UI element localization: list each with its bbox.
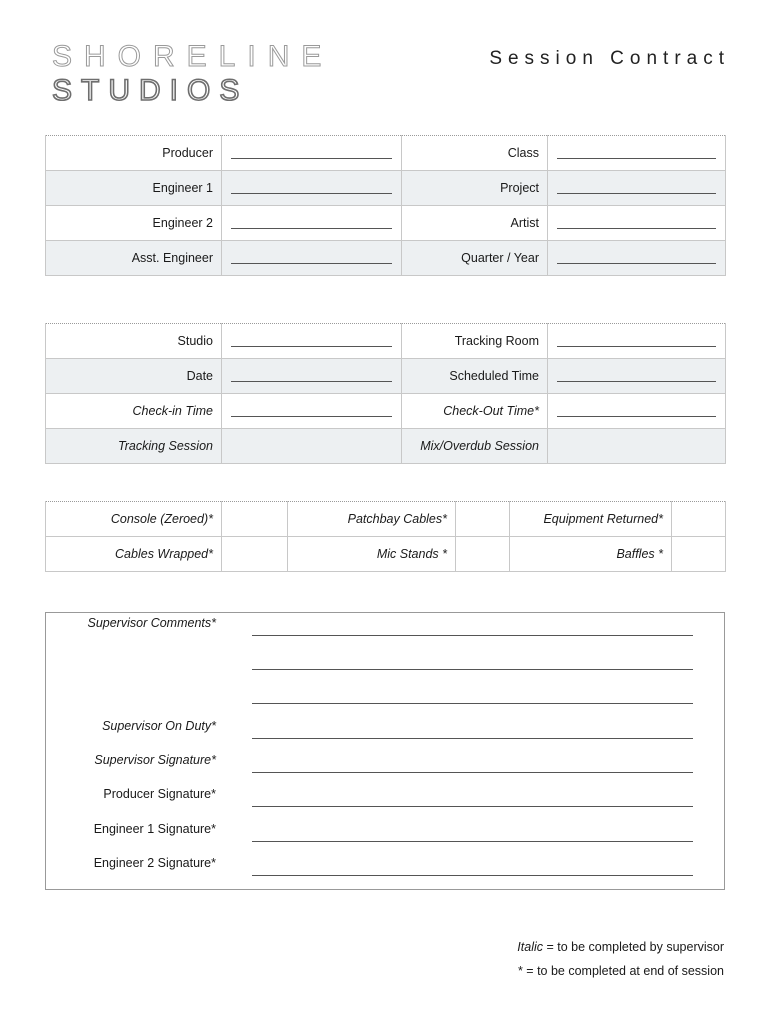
scheduled-time-field[interactable]	[548, 359, 726, 394]
cables-wrapped-label: Cables Wrapped*	[46, 537, 222, 572]
signoff-row	[46, 822, 724, 842]
signoff-row	[46, 753, 724, 773]
form-row	[46, 241, 726, 276]
engineer-2-signature-line[interactable]	[252, 875, 693, 876]
legend-asterisk-note: * = to be completed at end of session	[517, 964, 724, 978]
supervisor-signature-line[interactable]	[252, 772, 693, 773]
project-label: Project	[402, 171, 548, 206]
baffles-label: Baffles *	[510, 537, 672, 572]
producer-signature-line[interactable]	[252, 806, 693, 807]
logo-line-1: SHORELINE	[52, 40, 334, 73]
supervisor-comments-label: Supervisor Comments*	[87, 616, 216, 630]
check-out-time-label: Check-Out Time*	[402, 394, 548, 429]
form-row	[46, 537, 726, 572]
engineer-1-label: Engineer 1	[46, 171, 222, 206]
engineer-2-label: Engineer 2	[46, 206, 222, 241]
supervisor-comments-line-1[interactable]	[252, 635, 693, 636]
personnel-table	[45, 135, 726, 276]
supervisor-signature-label: Supervisor Signature*	[94, 753, 216, 767]
producer-field[interactable]	[222, 136, 402, 171]
tracking-session-field[interactable]	[222, 429, 402, 464]
tracking-room-label: Tracking Room	[402, 324, 548, 359]
class-field[interactable]	[548, 136, 726, 171]
form-row	[46, 429, 726, 464]
date-field[interactable]	[222, 359, 402, 394]
scheduled-time-label: Scheduled Time	[402, 359, 548, 394]
form-row	[46, 171, 726, 206]
quarter-year-label: Quarter / Year	[402, 241, 548, 276]
console-zeroed-checkbox[interactable]	[222, 502, 288, 537]
asst-engineer-field[interactable]	[222, 241, 402, 276]
equipment-returned-label: Equipment Returned*	[510, 502, 672, 537]
quarter-year-field[interactable]	[548, 241, 726, 276]
producer-signature-label: Producer Signature*	[103, 787, 216, 801]
engineer-1-signature-line[interactable]	[252, 841, 693, 842]
patchbay-cables-label: Patchbay Cables*	[288, 502, 456, 537]
date-label: Date	[46, 359, 222, 394]
comments-row	[46, 650, 724, 670]
legend-italic-text: = to be completed by supervisor	[543, 940, 724, 954]
supervisor-on-duty-line[interactable]	[252, 738, 693, 739]
engineer-2-signature-label: Engineer 2 Signature*	[93, 856, 216, 870]
form-row	[46, 502, 726, 537]
comments-row	[46, 616, 724, 636]
session-table	[45, 323, 726, 464]
tracking-session-label: Tracking Session	[46, 429, 222, 464]
legend-italic-note	[517, 940, 724, 954]
studio-field[interactable]	[222, 324, 402, 359]
mic-stands-label: Mic Stands *	[288, 537, 456, 572]
patchbay-cables-checkbox[interactable]	[456, 502, 510, 537]
class-label: Class	[402, 136, 548, 171]
check-in-time-label: Check-in Time	[46, 394, 222, 429]
mix-overdub-session-label: Mix/Overdub Session	[402, 429, 548, 464]
signoff-box	[45, 612, 725, 890]
supervisor-on-duty-label: Supervisor On Duty*	[102, 719, 216, 733]
signoff-row	[46, 856, 724, 876]
project-field[interactable]	[548, 171, 726, 206]
asst-engineer-label: Asst. Engineer	[46, 241, 222, 276]
studio-logo	[52, 40, 333, 108]
document-title: Session Contract	[489, 48, 730, 69]
cables-wrapped-checkbox[interactable]	[222, 537, 288, 572]
form-row	[46, 359, 726, 394]
legend-italic-word: Italic	[517, 940, 543, 954]
logo-line-2: STUDIOS	[52, 74, 249, 107]
engineer-1-field[interactable]	[222, 171, 402, 206]
form-row	[46, 206, 726, 241]
mic-stands-checkbox[interactable]	[456, 537, 510, 572]
comments-row	[46, 684, 724, 704]
checklist-table	[45, 501, 726, 572]
supervisor-comments-line-2[interactable]	[252, 669, 693, 670]
tracking-room-field[interactable]	[548, 324, 726, 359]
form-row	[46, 136, 726, 171]
supervisor-comments-line-3[interactable]	[252, 703, 693, 704]
equipment-returned-checkbox[interactable]	[672, 502, 726, 537]
producer-label: Producer	[46, 136, 222, 171]
signoff-row	[46, 787, 724, 807]
engineer-2-field[interactable]	[222, 206, 402, 241]
form-row	[46, 394, 726, 429]
artist-label: Artist	[402, 206, 548, 241]
artist-field[interactable]	[548, 206, 726, 241]
mix-overdub-session-field[interactable]	[548, 429, 726, 464]
console-zeroed-label: Console (Zeroed)*	[46, 502, 222, 537]
studio-label: Studio	[46, 324, 222, 359]
form-row	[46, 324, 726, 359]
check-in-time-field[interactable]	[222, 394, 402, 429]
baffles-checkbox[interactable]	[672, 537, 726, 572]
engineer-1-signature-label: Engineer 1 Signature*	[93, 822, 216, 836]
check-out-time-field[interactable]	[548, 394, 726, 429]
signoff-row	[46, 719, 724, 739]
